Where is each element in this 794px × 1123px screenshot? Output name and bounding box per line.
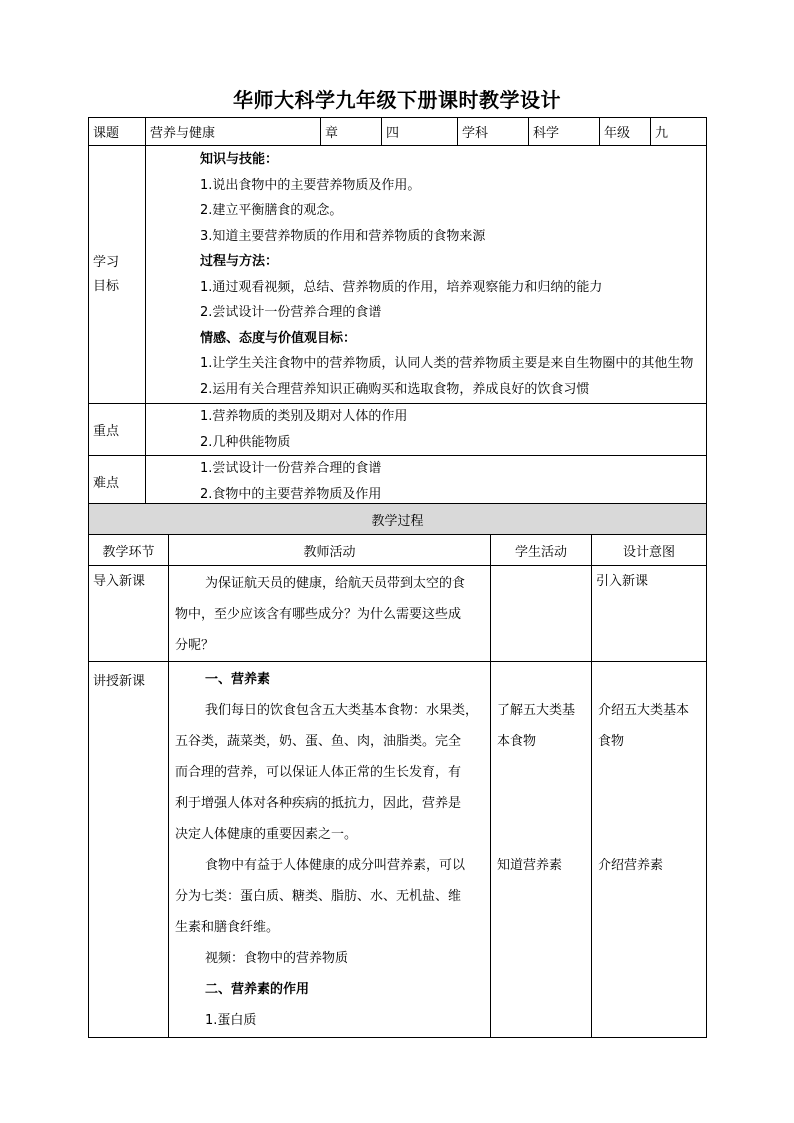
difficult-point-line: 2.食物中的主要营养物质及作用 xyxy=(200,486,382,502)
header-teacher: 教师活动 xyxy=(169,535,491,566)
objective-line: 1.说出食物中的主要营养物质及作用。 xyxy=(200,177,421,193)
difficult-points-row xyxy=(89,456,707,508)
grade-label: 年级 xyxy=(600,118,651,146)
intent-line xyxy=(598,788,702,819)
lecture-row xyxy=(89,662,707,1038)
intro-row xyxy=(89,566,707,662)
student-line xyxy=(497,788,587,819)
difficult-point-line: 1.尝试设计一份营养合理的食谱 xyxy=(200,461,382,476)
intent-line: 介绍营养素 xyxy=(598,858,664,873)
objectives-content xyxy=(146,146,707,404)
header-stage: 教学环节 xyxy=(89,535,169,566)
intent-line: 食物 xyxy=(598,734,625,749)
lecture-line: 利于增强人体对各种疾病的抵抗力，因此，营养是 xyxy=(175,796,462,811)
key-points-label: 重点 xyxy=(89,404,146,456)
intro-intent: 引入新课 xyxy=(592,566,707,662)
key-points-content xyxy=(146,404,707,456)
chapter-value: 四 xyxy=(382,118,458,146)
intro-stage: 导入新课 xyxy=(89,566,169,662)
objective-line: 3.知道主要营养物质的作用和营养物质的食物来源 xyxy=(200,228,486,244)
lecture-line: 生素和膳食纤维。 xyxy=(175,920,280,935)
objectives-row xyxy=(89,146,707,404)
lecture-student xyxy=(491,662,592,1038)
lecture-teacher xyxy=(169,662,491,1038)
objectives-label-line-2: 目标 xyxy=(93,278,120,294)
lecture-heading: 一、营养素 xyxy=(205,672,271,687)
objective-heading: 知识与技能： xyxy=(200,152,279,167)
lecture-line: 而合理的营养，可以保证人体正常的生长发育，有 xyxy=(175,765,462,780)
process-header-row xyxy=(89,535,707,566)
intro-teacher-line: 物中，至少应该含有哪些成分？为什么需要这些成 xyxy=(175,607,462,622)
lecture-line: 视频：食物中的营养物质 xyxy=(205,951,349,966)
student-line: 本食物 xyxy=(497,734,537,749)
info-row xyxy=(89,118,707,146)
subject-value: 科学 xyxy=(529,118,600,146)
subject-label: 学科 xyxy=(458,118,529,146)
intent-line: 介绍五大类基本 xyxy=(598,703,690,718)
intro-student xyxy=(491,566,592,662)
lesson-info-table xyxy=(88,117,707,508)
objective-line: 2.尝试设计一份营养合理的食谱 xyxy=(200,305,382,320)
objective-line: 2.运用有关合理营养知识正确购买和选取食物，养成良好的饮食习惯 xyxy=(200,381,590,397)
difficult-points-content xyxy=(146,456,707,508)
process-title: 教学过程 xyxy=(89,504,707,535)
lecture-line: 1.蛋白质 xyxy=(205,1013,257,1028)
lecture-line: 食物中有益于人体健康的成分叫营养素，可以 xyxy=(205,858,466,873)
lecture-line: 我们每日的饮食包含五大类基本食物：水果类， xyxy=(205,703,479,718)
difficult-points-label: 难点 xyxy=(89,456,146,508)
key-point-line: 2.几种供能物质 xyxy=(200,434,291,450)
key-point-line: 1.营养物质的类别及期对人体的作用 xyxy=(200,409,408,424)
lecture-stage: 讲授新课 xyxy=(89,662,169,1038)
student-line xyxy=(497,664,587,695)
intro-teacher xyxy=(169,566,491,662)
topic-label: 课题 xyxy=(89,118,146,146)
objective-heading: 情感、态度与价值观目标： xyxy=(200,330,357,346)
document-title: 华师大科学九年级下册课时教学设计 xyxy=(233,88,561,112)
intro-teacher-line: 为保证航天员的健康，给航天员带到太空的食 xyxy=(205,576,466,591)
student-line xyxy=(497,819,587,850)
teaching-process-table xyxy=(88,503,707,1038)
objective-line: 1.通过观看视频，总结、营养物质的作用，培养观察能力和归纳的能力 xyxy=(200,279,603,295)
objective-heading: 过程与方法： xyxy=(200,254,279,269)
chapter-label: 章 xyxy=(321,118,382,146)
intent-line xyxy=(598,664,702,695)
header-student: 学生活动 xyxy=(491,535,592,566)
intro-teacher-line: 分呢？ xyxy=(175,638,215,653)
student-line: 了解五大类基 xyxy=(497,703,576,718)
student-line xyxy=(497,757,587,788)
objectives-label xyxy=(89,146,146,404)
lecture-line: 决定人体健康的重要因素之一。 xyxy=(175,827,358,842)
lecture-line: 五谷类，蔬菜类，奶、蛋、鱼、肉，油脂类。完全 xyxy=(175,734,462,749)
topic-value: 营养与健康 xyxy=(146,118,321,146)
lecture-line: 分为七类：蛋白质、糖类、脂肪、水、无机盐、维 xyxy=(175,889,462,904)
grade-value: 九 xyxy=(651,118,707,146)
lecture-intent xyxy=(592,662,707,1038)
intent-line xyxy=(598,819,702,850)
objective-line: 1.让学生关注食物中的营养物质，认同人类的营养物质主要是来自生物圈中的其他生物 xyxy=(200,356,694,371)
header-intent: 设计意图 xyxy=(592,535,707,566)
lecture-heading: 二、营养素的作用 xyxy=(205,982,310,997)
objectives-label-line-1: 学习 xyxy=(93,254,120,270)
intent-line xyxy=(598,757,702,788)
objective-line: 2.建立平衡膳食的观念。 xyxy=(200,203,343,218)
key-points-row xyxy=(89,404,707,456)
student-line: 知道营养素 xyxy=(497,858,563,873)
process-title-row xyxy=(89,504,707,535)
